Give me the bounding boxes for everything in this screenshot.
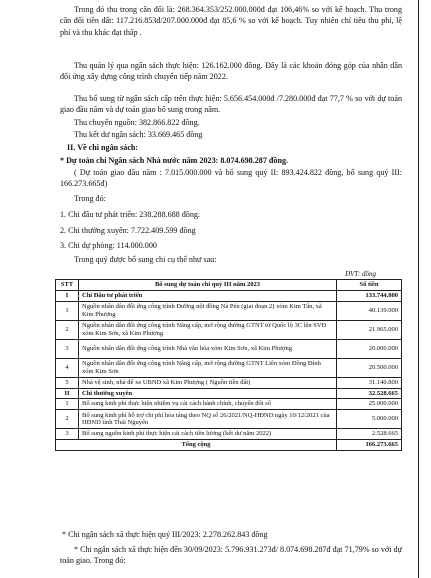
cell-content: Bổ sung nguồn kinh phí thực hiện cải cách tiền lương (kết dư năm 2022) <box>79 429 337 440</box>
cell-content: Bổ sung kinh phí hỗ trợ chi phí hỏa táng theo NQ số 26/2021/NQ-HĐND ngày 10/12/2021 của HĐND tỉnh Thái Nguyên <box>79 410 337 429</box>
cell-content: Chi thường xuyên <box>79 388 337 399</box>
cell-amount: 32.528.665 <box>337 388 402 399</box>
total-label: Tổng cộng <box>56 440 337 451</box>
table-row <box>56 358 402 377</box>
line-trong-do: Trong đó: <box>74 194 106 203</box>
cell-content: Nguồn nhân dân đối ứng công trình Nâng cấp, mở rộng đường GTNT Liên xóm Đồng Đình xóm Kim Sơn <box>79 358 337 377</box>
table-row <box>56 410 402 429</box>
paragraph-thu-quan-ly: Thu quản lý qua ngân sách thực hiện: 126.162.000 đồng. Đây là các khoản đóng góp của nhân dân đối ứng xây dựng công trình chuyển tiếp năm 2022. <box>60 61 402 82</box>
table-total-row <box>56 440 402 451</box>
cell-stt: I <box>56 291 79 302</box>
cell-content: Nguồn nhân dân đối ứng công trình Nâng cấp, mở rộng đường GTNT từ Quốc lộ 3C lên SVĐ xóm Kim Sơn, xã Kim Phượng <box>79 320 337 339</box>
bottom-paragraph-den-30-09: * Chi ngân sách xã thực hiện đến 30/09/2023: 5.796.931.273đ/ 8.074.698.287đ đạt 71,79% so với dự toán giao. Trong đó: <box>60 545 402 566</box>
table-section-row <box>56 291 402 302</box>
cell-amount: 5.000.000 <box>337 410 402 429</box>
line-du-toan-chi: * Dự toán chi Ngân sách Nhà nước năm 2023: 8.074.698.287 đồng. <box>60 156 289 165</box>
item-chi-thuong-xuyen: 2. Chi thường xuyên: 7.722.409.599 đồng <box>60 226 196 235</box>
cell-amount: 20.500.000 <box>337 358 402 377</box>
header-content: Bổ sung dự toán chi quý III năm 2023 <box>79 280 337 291</box>
cell-stt: 1 <box>56 399 79 410</box>
item-chi-du-phong: 3. Chi dự phòng: 114.000.000 <box>60 241 157 250</box>
table-row <box>56 301 402 320</box>
cell-stt: 3 <box>56 339 79 358</box>
cell-content: Nhà vệ sinh, nhà để xe UBND xã Kim Phượng ( Nguồn tiền đất) <box>79 377 337 388</box>
table-section-row <box>56 388 402 399</box>
line-trong-quy: Trong quý được bổ sung chi cụ thể như sau: <box>74 255 217 264</box>
cell-amount: 25.000.000 <box>337 399 402 410</box>
cell-content: Nguồn nhân dân đối ứng công trình Đường nội đồng Nà Pén (giai đoạn 2) xóm Kim Tân, xã Kim Phượng <box>79 301 337 320</box>
cell-amount: 2.528.665 <box>337 429 402 440</box>
page-border-line <box>418 0 419 578</box>
cell-stt: 2 <box>56 320 79 339</box>
table-row <box>56 339 402 358</box>
paragraph-du-toan-detail: ( Dự toán giao đầu năm : 7.015.000.000 và bổ sung quý II: 893.424.822 đồng, bổ sung quý III: 166.273.665đ) <box>60 168 402 189</box>
total-amount: 166.273.665 <box>337 440 402 451</box>
paragraph-thu-bo-sung: Thu bổ sung từ ngân sách cấp trên thực hiện: 5.656.454.000đ /7.280.000đ đạt 77,7 % so với dự toán giao đầu năm và dự toán giao bổ sung trong năm. <box>60 94 402 115</box>
paragraph-thu-can-doi: Trong đó thu trong cân đối là: 268.364.353/252.000.000đ đạt 106,46% so với kế hoạch. Thu trong cân đối tiền đất: 117.216.853đ/207.000.000đ đạt 85,6 % so với kế hoạch. Tuy nhiên chỉ tiêu thu phí, lệ phí và thu khác đạt thấp . <box>60 5 402 37</box>
cell-content: Nguồn nhân dân đối ứng công trình Nhà văn hóa xóm Kim Sơn, xã Kim Phượng <box>79 339 337 358</box>
line-chuyen-nguon: Thu chuyển nguồn: 382.866.822 đồng. <box>74 118 200 127</box>
header-amount: Số tiền <box>337 280 402 291</box>
cell-stt: 2 <box>56 410 79 429</box>
table-row <box>56 377 402 388</box>
section-heading-chi-ngan-sach: II. Về chi ngân sách: <box>67 143 139 152</box>
unit-label: ĐVT: đồng <box>345 270 376 278</box>
cell-stt: 5 <box>56 377 79 388</box>
cell-stt: 4 <box>56 358 79 377</box>
cell-stt: II <box>56 388 79 399</box>
cell-amount: 133.744.800 <box>337 291 402 302</box>
cell-amount: 31.140.800 <box>337 377 402 388</box>
line-ket-du: Thu kết dư ngân sách: 33.669.465 đồng <box>74 130 203 139</box>
cell-amount: 20.000.000 <box>337 339 402 358</box>
cell-stt: 3 <box>56 429 79 440</box>
table-header-row <box>56 280 402 291</box>
cell-amount: 21.965.000 <box>337 320 402 339</box>
cell-amount: 40.139.000 <box>337 301 402 320</box>
item-chi-dau-tu: 1. Chi đầu tư phát triển: 238.288.688 đồng. <box>60 210 200 219</box>
table-row <box>56 399 402 410</box>
cell-content: Chi Đầu tư phát triển <box>79 291 337 302</box>
table-row <box>56 320 402 339</box>
cell-stt: 1 <box>56 301 79 320</box>
bottom-line-quy-iii: * Chi ngân sách xã thực hiện quý III/2023: 2.278.262.843 đồng <box>62 530 268 539</box>
header-stt: STT <box>56 280 79 291</box>
cell-content: Bổ sung kinh phí thực hiện nhiệm vụ cải cách hành chính, chuyển đổi số <box>79 399 337 410</box>
table-row <box>56 429 402 440</box>
budget-table <box>55 279 402 451</box>
